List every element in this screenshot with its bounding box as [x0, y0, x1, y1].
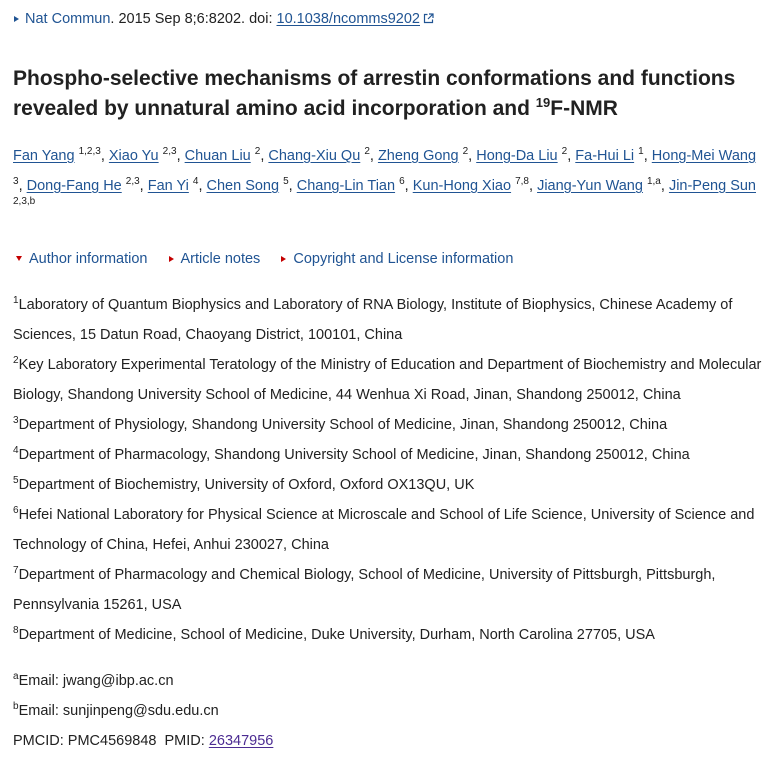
title-superscript: 19	[535, 95, 551, 110]
journal-link[interactable]: Nat Commun	[25, 11, 111, 27]
article-title: Phospho-selective mechanisms of arrestin conformations and functions revealed by unnatural amino acid incorporation and $^{19}$F-NMR	[13, 67, 736, 120]
author-link[interactable]: Chang-Xiu Qu	[268, 148, 361, 164]
author-affiliation-marker: 1,2,3	[78, 146, 101, 158]
author-affiliation-marker: 2,3	[162, 146, 177, 158]
expand-triangle-icon[interactable]	[14, 16, 19, 22]
author-affiliation-marker: 4	[192, 176, 199, 188]
affiliation-item: $^2$Key Laboratory Experimental Teratology of the Ministry of Education and Department of Biochemistry and Molecular Biology, Shandong University School of Medicine, 44 Wenhua Xi Road, Jinan, Shandong 250012, China	[13, 355, 762, 403]
copyright-toggle[interactable]: Copyright and License information	[280, 248, 513, 270]
author-link[interactable]: Hong-Mei Wang	[651, 148, 757, 164]
author-affiliation-marker: 1	[638, 146, 644, 158]
author-link[interactable]: Fan Yi	[147, 178, 189, 194]
author-link[interactable]: Dong-Fang He	[26, 178, 122, 194]
affiliation-item: $^4$Department of Pharmacology, Shandong University School of Medicine, Jinan, Shandong 250012, China	[13, 445, 690, 463]
affiliation-item: $^3$Department of Physiology, Shandong University School of Medicine, Jinan, Shandong 250012, China	[13, 415, 668, 433]
correspondence-block	[13, 666, 273, 756]
affiliation-item: $^7$Department of Pharmacology and Chemical Biology, School of Medicine, University of Pittsburgh, Pittsburgh, Pennsylvania 15261, USA	[13, 565, 716, 613]
identifiers-line: PMCID: PMC4569848 PMID: 26347956	[13, 733, 274, 749]
email-line: $^a$Email: jwang@ibp.ac.cn	[13, 671, 174, 689]
author-link[interactable]: Kun-Hong Xiao	[412, 178, 512, 194]
affiliation-list	[13, 290, 763, 650]
affiliation-item: $^5$Department of Biochemistry, University of Oxford, Oxford OX13QU, UK	[13, 475, 475, 493]
author-link[interactable]: Jiang-Yun Wang	[537, 178, 643, 194]
affiliation-item: $^8$Department of Medicine, School of Medicine, Duke University, Durham, North Carolina 27705, USA	[13, 625, 655, 643]
citation-details: . 2015 Sep 8;6:8202. doi:	[110, 11, 277, 27]
article-notes-bar	[13, 248, 529, 270]
author-affiliation-marker: 2	[364, 146, 370, 158]
doi-link[interactable]: 10.1038/ncomms9202	[276, 11, 420, 27]
author-link[interactable]: Zheng Gong	[377, 148, 459, 164]
author-list: Fan Yang $^{1,2,3}$, Xiao Yu $^{2,3}$, Chuan Liu $^2$, Chang-Xiu Qu $^2$, Zheng Gong $^2$, Hong-Da Liu $^2$, Fa-Hui Li $^1$, Hong-Mei Wang $^3$, Dong-Fang He $^{2,3}$, Fan Yi $^4$, Chen Song $^5$, Chang-Lin Tian $^6$, Kun-Hong Xiao $^{7,8}$, Jiang-Yun Wang $^{1,a}$, Jin-Peng Sun 2,3,b	[13, 141, 763, 209]
pmid-link[interactable]: 26347956	[208, 733, 274, 749]
author-affiliation-marker: 6	[399, 176, 405, 188]
external-link-icon[interactable]	[423, 13, 434, 24]
author-information-toggle[interactable]: Author information	[13, 248, 147, 270]
author-link[interactable]: Hong-Da Liu	[476, 148, 558, 164]
caret-right-icon	[169, 256, 174, 262]
author-affiliation-marker: 2	[561, 146, 568, 158]
author-affiliation-marker: 2	[462, 146, 469, 158]
author-link[interactable]: Chuan Liu	[184, 148, 251, 164]
affiliation-item: $^6$Hefei National Laboratory for Physical Science at Microscale and School of Life Science, University of Science and Technology of China, Hefei, Anhui 230027, China	[13, 505, 755, 553]
caret-right-icon	[281, 256, 286, 262]
affiliation-item: $^1$Laboratory of Quantum Biophysics and Laboratory of RNA Biology, Institute of Biophysics, Chinese Academy of Sciences, 15 Datun Road, Chaoyang District, 100101, China	[13, 295, 733, 343]
author-affiliation-marker: 1,a	[646, 176, 661, 188]
citation-line	[13, 9, 434, 29]
author-link[interactable]: Jin-Peng Sun	[668, 178, 756, 194]
author-affiliation-marker: 2	[254, 146, 261, 158]
caret-down-icon	[16, 256, 22, 261]
author-affiliation-marker: 5	[283, 176, 289, 188]
article-notes-toggle[interactable]: Article notes	[168, 248, 261, 270]
author-affiliation-marker: 2,3	[125, 176, 140, 188]
author-link[interactable]: Chang-Lin Tian	[296, 178, 396, 194]
author-affiliation-marker: 3	[13, 176, 19, 188]
author-affiliation-marker: 7,8	[515, 176, 529, 188]
author-link[interactable]: Xiao Yu	[108, 148, 159, 164]
author-link[interactable]: Fan Yang	[13, 148, 75, 164]
email-line: $^b$Email: sunjinpeng@sdu.edu.cn	[13, 701, 219, 719]
author-link[interactable]: Chen Song	[206, 178, 280, 194]
author-link[interactable]: Fa-Hui Li	[575, 148, 635, 164]
author-affiliation-marker: 2,3,b	[13, 196, 36, 207]
